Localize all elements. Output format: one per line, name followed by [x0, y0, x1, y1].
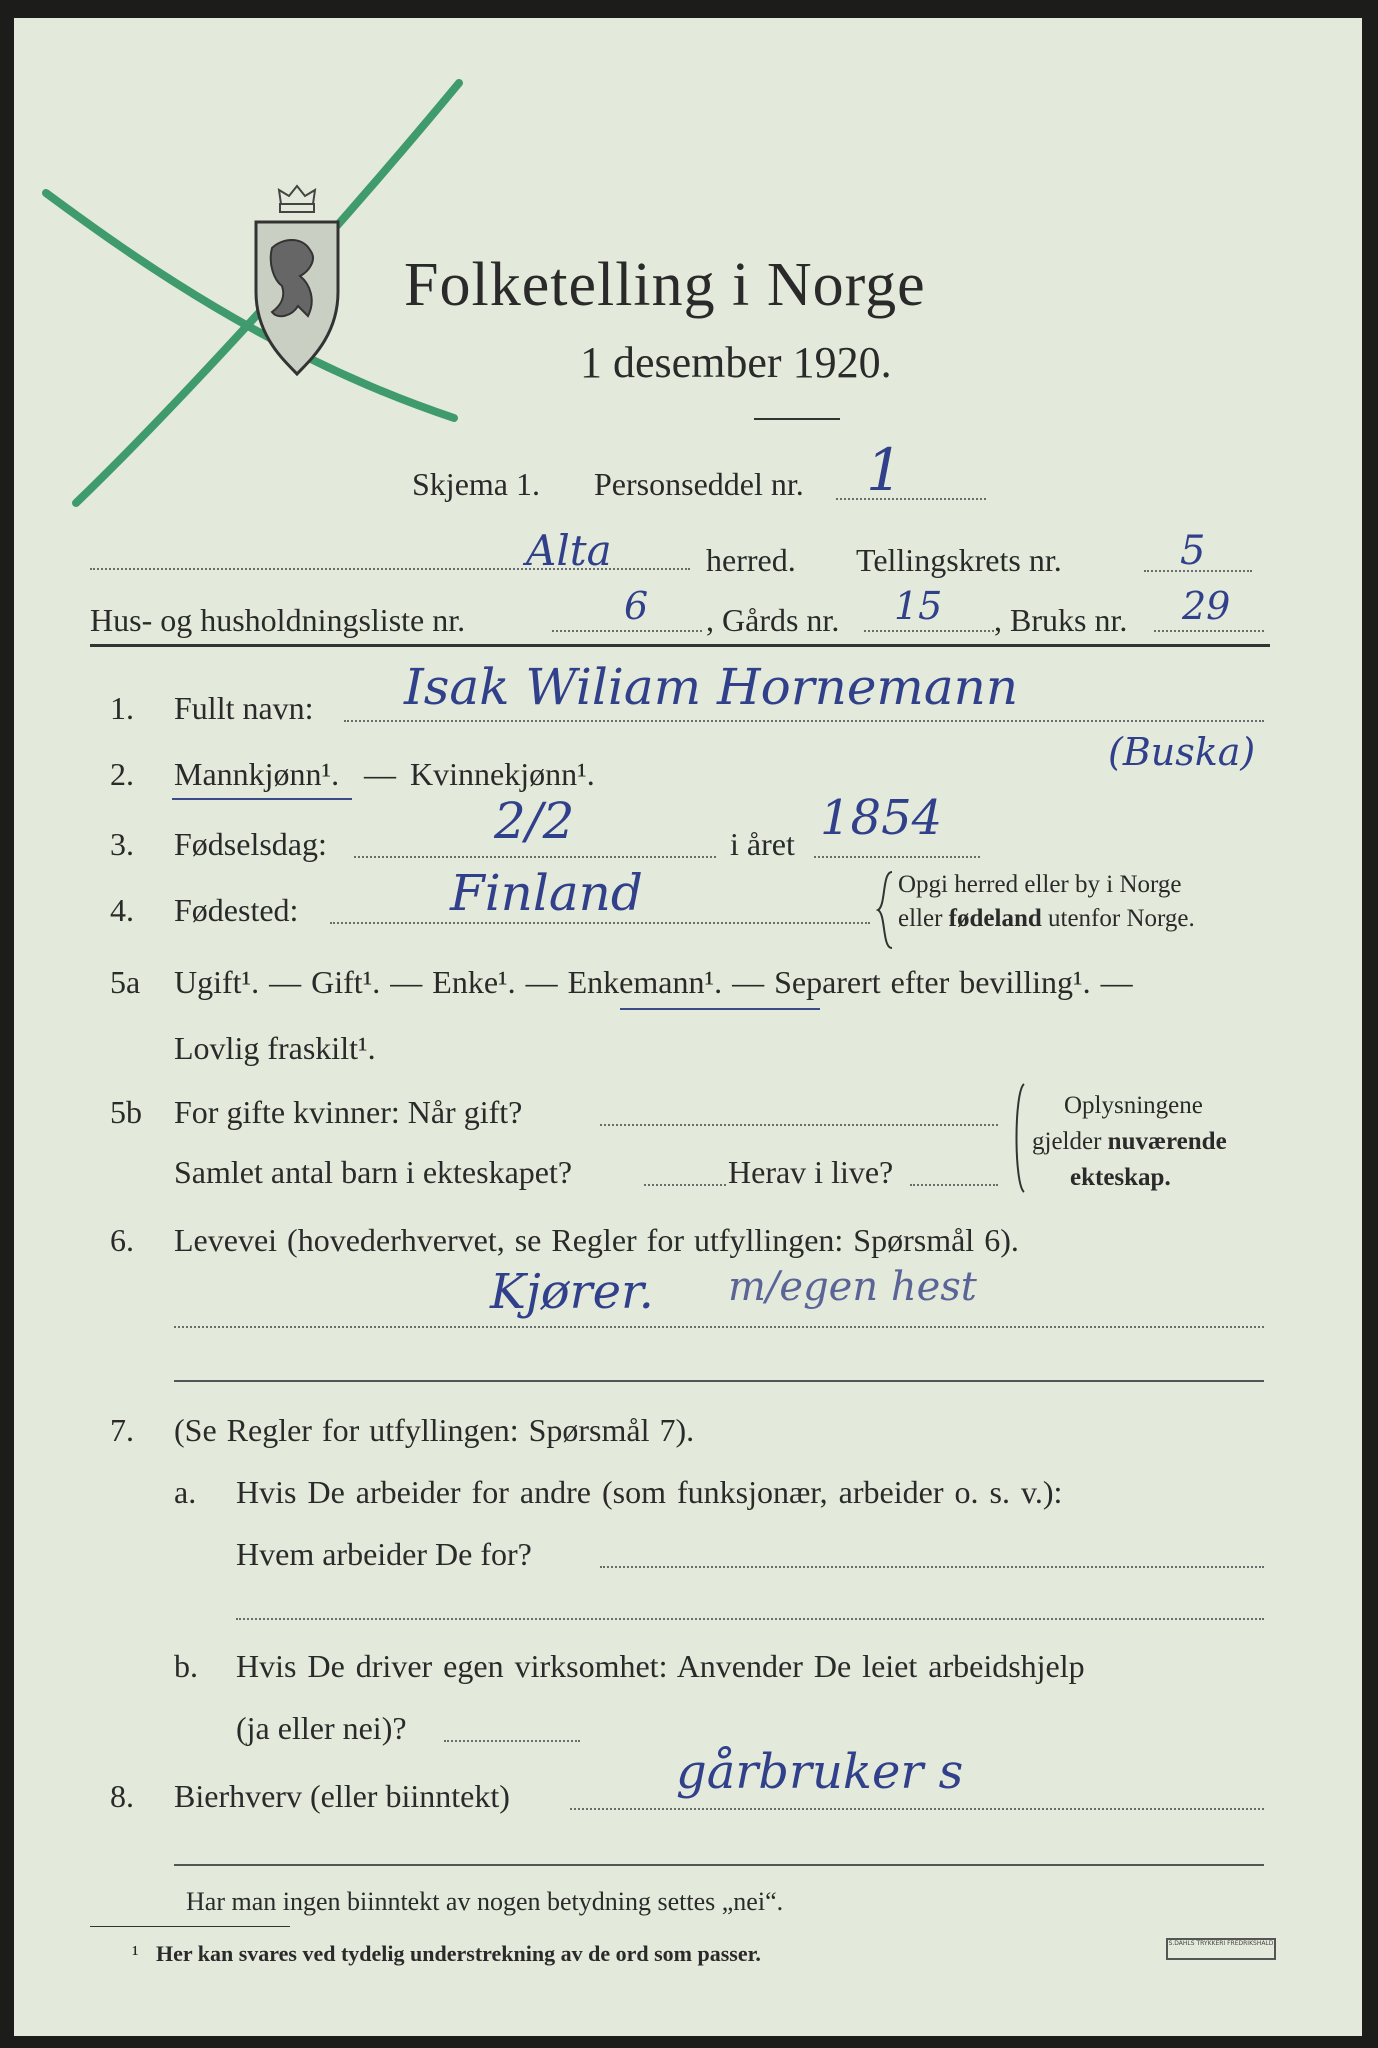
bruks-label: , Bruks nr.	[994, 602, 1128, 638]
gards-label: , Gårds nr.	[706, 602, 840, 638]
q5b-note-nuvaerende: nuværende	[1107, 1128, 1227, 1155]
q5b-note-3: ekteskap.	[1070, 1164, 1171, 1191]
q3-year-value: 1854	[820, 790, 943, 846]
q7b-line1: Hvis De driver egen virksomhet: Anvender De leiet arbeidshjelp	[236, 1648, 1085, 1684]
personseddel-label: Personseddel nr.	[594, 466, 804, 502]
hus-value: 6	[624, 584, 649, 628]
q4-note-line2	[898, 904, 1195, 934]
printer-stamp-text: S.DAHLS TRYKKERI FREDRIKSHALD	[1168, 1940, 1274, 1947]
personseddel-line	[836, 498, 986, 500]
census-date: 1 desember 1920.	[580, 338, 892, 387]
q5b-line2-b: Herav i live?	[728, 1154, 894, 1190]
q1-line	[344, 720, 1264, 722]
q5b-number: 5b	[110, 1094, 142, 1130]
herred-value: Alta	[526, 526, 612, 575]
q5a-line1	[174, 962, 1133, 1002]
q4-number: 4.	[110, 892, 134, 928]
q8-number: 8.	[110, 1778, 134, 1814]
q2-male-underline	[172, 798, 352, 800]
printer-stamp	[1166, 1938, 1276, 1960]
q2-male: Mannkjønn¹.	[174, 756, 340, 792]
q3-line	[354, 856, 716, 858]
footnote-number: ¹	[132, 1941, 139, 1966]
q5b-line1-dots	[600, 1124, 998, 1126]
q6-label: Levevei (hovederhvervet, se Regler for utfyllingen: Spørsmål 6).	[174, 1222, 1019, 1258]
bruks-value: 29	[1182, 584, 1231, 628]
q5b-note-2	[1032, 1122, 1227, 1162]
q1-value: Isak Wiliam Hornemann	[404, 658, 1019, 716]
q7a-line2-dots	[600, 1566, 1264, 1568]
q3-value: 2/2	[494, 792, 575, 850]
coat-of-arms-icon	[242, 178, 352, 388]
q5b-note-gjelder: gjelder	[1032, 1128, 1102, 1155]
q4-note-fodeland: fødeland	[948, 905, 1042, 932]
q6-line2	[174, 1380, 1264, 1382]
q8-value: gårbruker s	[676, 1744, 964, 1800]
q4-line	[330, 922, 870, 924]
footnote-divider	[90, 1926, 290, 1927]
q3-year-line	[814, 856, 980, 858]
gards-value: 15	[894, 584, 943, 628]
q7a-line2: Hvem arbeider De for?	[236, 1536, 532, 1572]
q7a-line1: Hvis De arbeider for andre (som funksjonær, arbeider o. s. v.):	[236, 1474, 1063, 1510]
q7a-letter: a.	[174, 1474, 197, 1510]
q5b-line2a-dots	[644, 1184, 726, 1186]
q7b-letter: b.	[174, 1648, 198, 1684]
q5b-line1: For gifte kvinner: Når gift?	[174, 1094, 523, 1130]
q8-label: Bierhverv (eller biinntekt)	[174, 1778, 510, 1814]
q5b-note-1: Oplysningene	[1064, 1092, 1203, 1119]
q2-separator: —	[364, 756, 396, 792]
q4-note-utenfor: utenfor Norge.	[1048, 905, 1195, 932]
q3-number: 3.	[110, 826, 134, 862]
q7a-line3-dots	[236, 1618, 1264, 1620]
q5a-line2: Lovlig fraskilt¹.	[174, 1030, 376, 1066]
census-form-page	[14, 18, 1362, 2036]
tellingskrets-value: 5	[1180, 528, 1206, 574]
q5a-number: 5a	[110, 964, 141, 1000]
title-divider	[754, 418, 840, 420]
herred-label: herred.	[706, 542, 796, 578]
q7b-line2-dots	[444, 1740, 580, 1742]
q4-note-eller: eller	[898, 905, 943, 932]
q5b-bracket-icon	[1010, 1082, 1026, 1194]
q6-number: 6.	[110, 1222, 134, 1258]
gards-line	[864, 630, 994, 632]
q5b-line2-a: Samlet antal barn i ekteskapet?	[174, 1154, 573, 1190]
q4-label: Fødested:	[174, 892, 299, 928]
q4-value: Finland	[450, 864, 643, 922]
q5a-options-a: Ugift¹. — Gift¹. — Enke¹. —	[174, 964, 558, 1000]
q7b-line2: (ja eller nei)?	[236, 1710, 407, 1746]
tellingskrets-label: Tellingskrets nr.	[856, 542, 1062, 578]
q2-number: 2.	[110, 756, 134, 792]
q7-label: (Se Regler for utfyllingen: Spørsmål 7).	[174, 1412, 695, 1448]
footer-note: Har man ingen biinntekt av nogen betydning settes „nei“.	[186, 1887, 784, 1916]
q6-value-extra: m/egen hest	[728, 1264, 977, 1310]
q4-brace-icon	[876, 870, 894, 950]
schema-label: Skjema 1.	[412, 466, 540, 502]
q8-line2	[174, 1864, 1264, 1866]
q3-year-label: i året	[730, 826, 795, 862]
personseddel-value: 1	[866, 436, 903, 504]
q3-label: Fødselsdag:	[174, 826, 327, 862]
hus-line	[552, 630, 702, 632]
q8-line	[570, 1808, 1264, 1810]
q5a-enkemann-underline	[620, 1008, 820, 1010]
q4-note-line1: Opgi herred eller by i Norge	[898, 871, 1182, 898]
q6-value: Kjører.	[490, 1264, 654, 1320]
q1-number: 1.	[110, 690, 134, 726]
q5b-line2b-dots	[910, 1184, 998, 1186]
header-divider	[90, 644, 1270, 647]
form-title: Folketelling i Norge	[404, 251, 926, 319]
footnote-text: Her kan svares ved tydelig understrekning av de ord som passer.	[156, 1941, 761, 1966]
bruks-line	[1154, 630, 1264, 632]
q5a-enkemann: Enkemann¹.	[567, 964, 723, 1000]
q1-note: (Buska)	[1108, 730, 1256, 774]
q1-label: Fullt navn:	[174, 690, 314, 726]
q5a-options-c: — Separert efter bevilling¹. —	[732, 964, 1133, 1000]
hus-label: Hus- og husholdningsliste nr.	[90, 602, 466, 638]
q6-line1	[174, 1326, 1264, 1328]
q7-number: 7.	[110, 1412, 134, 1448]
q2-female: Kvinnekjønn¹.	[410, 756, 595, 792]
